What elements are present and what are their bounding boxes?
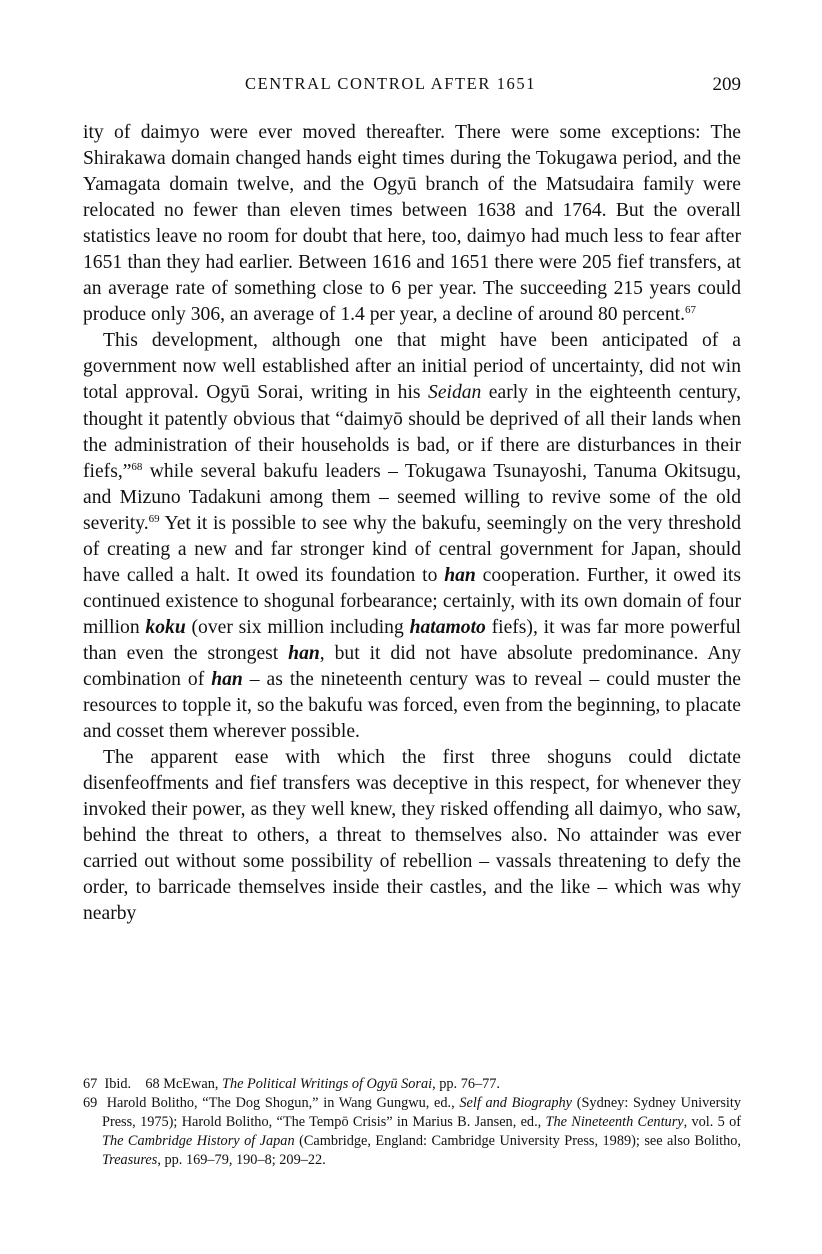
term-han: han: [444, 564, 476, 586]
paragraph-2-text-i: – as the nineteenth century was to reveal – could muster the resources to topple it, so the bakufu was forced, even from the beginning, to placate and cosset them wherever possible.: [83, 668, 742, 743]
footnote-69-title-2: The Nineteenth Century: [545, 1114, 684, 1130]
term-koku: koku: [145, 616, 186, 638]
footnotes: [83, 1075, 741, 1170]
note-ref-67: 67: [685, 304, 697, 317]
note-ref-69: 69: [148, 512, 160, 525]
paragraph-3: [83, 745, 741, 927]
paragraph-1: [83, 120, 741, 328]
paragraph-2-text-h: , but it did not have absolute predominance. Any combination of: [83, 642, 741, 690]
page-number: 209: [712, 74, 741, 95]
footnote-68-title: The Political Writings of Ogyū Sorai: [222, 1076, 433, 1092]
body-text: [83, 120, 741, 927]
term-han: han: [211, 668, 243, 690]
footnote-69-text-a: Harold Bolitho, “The Dog Shogun,” in Wang Gungwu, ed.,: [106, 1095, 460, 1111]
paragraph-2: [83, 328, 741, 745]
footnote-67-text: Ibid.: [104, 1076, 132, 1092]
term-hatamoto: hatamoto: [409, 616, 486, 638]
paragraph-2-text-d: Yet it is possible to see why the bakufu, seemingly on the very threshold of creating a new and far stronger kind of central government for Japan, should have called a halt. It owed its foundation to: [83, 512, 741, 586]
footnote-69-text-b: (Sydney: Sydney University Press, 1975); Harold Bolitho, “The Tempō Crisis” in Marius B. Jansen, ed.,: [102, 1095, 741, 1130]
footnote-line-67-68: [83, 1075, 741, 1094]
paragraph-2-text-f: (over six million including: [185, 616, 410, 638]
footnote-69-title-3: The Cambridge History of Japan: [102, 1133, 295, 1149]
footnote-69-title-4: Treasures: [102, 1152, 158, 1168]
footnote-69-text-e: , pp. 169–79, 190–8; 209–22.: [157, 1152, 326, 1168]
footnote-69-text-c: , vol. 5 of: [683, 1114, 742, 1130]
paragraph-2-text-c: while several bakufu leaders – Tokugawa Tsunayoshi, Tanuma Okitsugu, and Mizuno Tadakuni among them – seemed willing to revive some of the old severity.: [83, 460, 741, 534]
seidan-title: Seidan: [428, 382, 482, 404]
running-head: [83, 74, 741, 98]
paragraph-3-text: The apparent ease with which the first three shoguns could dictate disenfeoffments and fief transfers was deceptive in this respect, for whenever they invoked their power, as they well knew, they risked offending all daimyo, who saw, behind the threat to others, a threat to themselves also. No attainder was ever carried out without some possibility of rebellion – vassals threatening to defy the order, to barricade themselves inside their castles, and the like – which was why nearby: [83, 747, 741, 925]
paragraph-1-text: ity of daimyo were ever moved thereafter. There were some exceptions: The Shirakawa domain changed hands eight times during the Tokugawa period, and the Yamagata domain twelve, and the Ogyū branch of the Matsudaira family were relocated no fewer than eleven times between 1638 and 1764. But the overall statistics leave no room for doubt that here, too, daimyo had much less to fear after 1651 than they had earlier. Between 1616 and 1651 there were 205 fief transfers, at an average rate of something close to 6 per year. The succeeding 215 years could produce only 306, an average of 1.4 per year, a decline of around 80 percent.: [83, 122, 741, 326]
running-title: CENTRAL CONTROL AFTER 1651: [245, 74, 537, 93]
footnote-68-text-a: McEwan,: [163, 1076, 222, 1092]
note-ref-68: 68: [131, 460, 143, 473]
footnote-number-67: 67: [83, 1076, 98, 1092]
paragraph-2-text-a: This development, although one that might have been anticipated of a government now well established after an initial period of uncertainty, did not win total approval. Ogyū Sorai, writing in his: [83, 330, 741, 404]
paragraph-2-text-e: cooperation. Further, it owed its continued existence to shogunal forbearance; certainly, with its own domain of four million: [83, 564, 741, 638]
footnote-69-title-1: Self and Biography: [459, 1095, 573, 1111]
footnote-69: [83, 1094, 741, 1170]
paragraph-2-text-b: early in the eighteenth century, thought it patently obvious that “daimyō should be deprived of all their lands when the administration of their households is bad, or if there are disturbances in their fiefs,”: [83, 382, 741, 482]
footnote-number-68: 68: [145, 1076, 160, 1092]
footnote-69-text-d: (Cambridge, England: Cambridge University Press, 1989); see also Bolitho,: [294, 1133, 742, 1149]
footnote-68-text-b: , pp. 76–77.: [432, 1076, 501, 1092]
paragraph-2-text-g: fiefs), it was far more powerful than even the strongest: [83, 616, 741, 664]
footnote-number-69: 69: [83, 1095, 98, 1111]
term-han: han: [288, 642, 320, 664]
